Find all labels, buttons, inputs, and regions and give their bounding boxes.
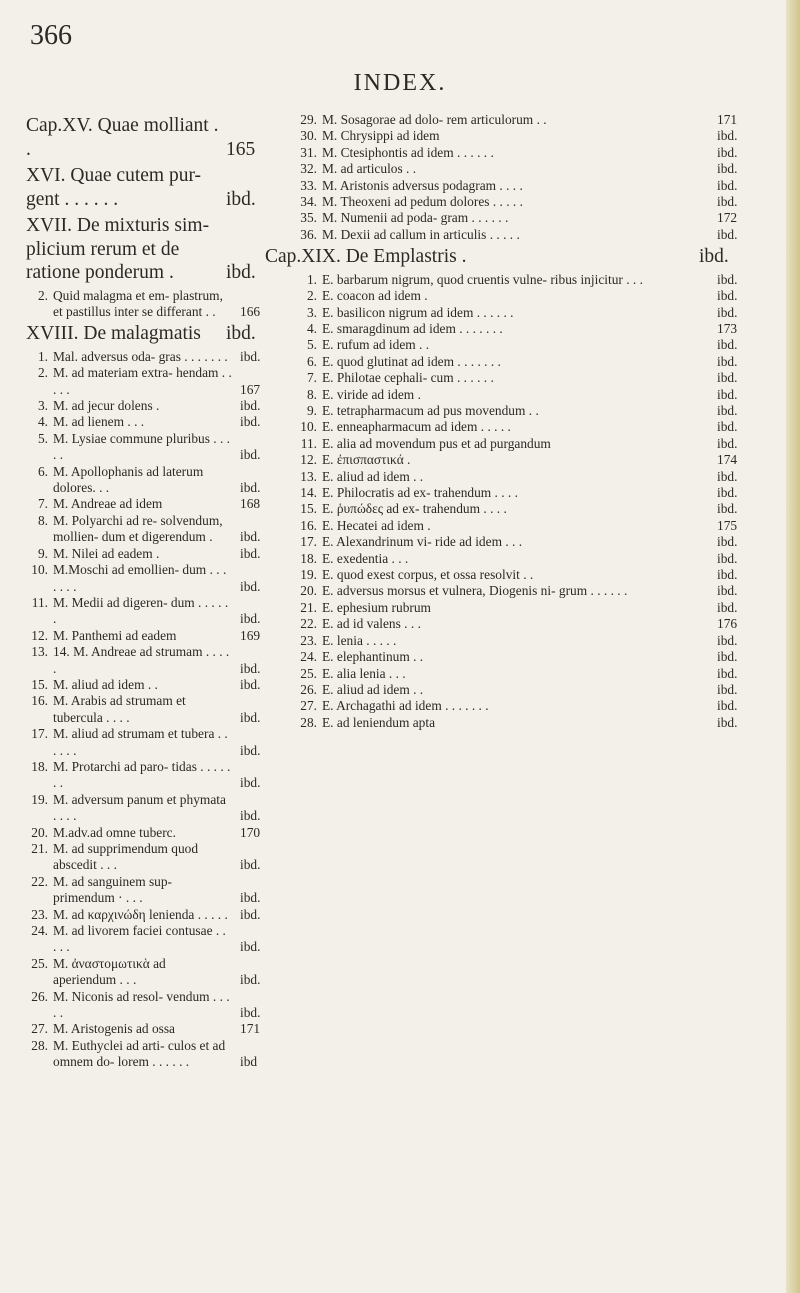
entry-number: 4. xyxy=(37,414,48,430)
entry-number: 19. xyxy=(31,791,48,807)
chapter-heading xyxy=(26,164,288,211)
entry-number: 25. xyxy=(31,955,48,971)
index-entry xyxy=(295,403,765,419)
running-head: INDEX. xyxy=(353,70,447,96)
page-ref: 168 xyxy=(240,496,261,512)
entry-number: 5. xyxy=(37,430,48,446)
index-entry xyxy=(295,436,765,452)
entry-number: 8. xyxy=(37,512,48,528)
page-ref: ibd. xyxy=(717,386,738,402)
entry-text: E. adversus morsus et vulnera, Diogenis ni- grum . . . . . . xyxy=(322,583,628,599)
index-entry xyxy=(26,759,288,792)
index-entry xyxy=(26,923,288,956)
page-ref: 171 xyxy=(717,112,738,127)
entry-text: E. ad id valens . . . xyxy=(322,616,421,632)
entry-text: M.Moschi ad emollien- dum . . . . . . . xyxy=(53,562,227,594)
entry-text: M. ad materiam extra- hendam . . . . . xyxy=(53,365,232,397)
page-ref: ibd. xyxy=(717,583,738,599)
chapter-title: Cap.XIX. De Emplastris . xyxy=(265,246,467,268)
entry-text: M. Dexii ad callum in articulis . . . . . xyxy=(322,226,520,242)
index-entry xyxy=(26,989,288,1022)
entry-text: M. Sosagorae ad dolo- rem articulorum . . xyxy=(322,112,547,127)
entry-text: M. aliud ad strumam et tubera . . . . . . xyxy=(53,726,228,758)
entry-number: 11. xyxy=(300,435,317,451)
index-entry xyxy=(26,414,288,430)
page-ref: ibd. xyxy=(240,398,261,414)
entry-number: 22. xyxy=(31,873,48,889)
entry-text: E. tetrapharmacum ad pus movendum . . xyxy=(322,403,539,418)
entry-text: E. ephesium rubrum xyxy=(322,599,431,615)
entry-text: E. enneapharmacum ad idem . . . . . xyxy=(322,419,511,435)
entry-number: 19. xyxy=(300,567,317,583)
entry-text: M. Andreae ad idem xyxy=(53,496,163,512)
entry-text: M.adv.ad omne tuberc. xyxy=(53,824,176,840)
index-entry xyxy=(295,567,765,583)
index-entry xyxy=(26,496,288,512)
index-entry xyxy=(295,112,765,128)
entry-text: E. Philocratis ad ex- trahendum . . . . xyxy=(322,485,518,501)
entry-number: 11. xyxy=(31,594,48,610)
entry-number: 10. xyxy=(31,562,48,578)
index-entry xyxy=(26,349,288,365)
index-entry xyxy=(26,288,288,321)
entry-number: 21. xyxy=(300,599,317,615)
page-number: 366 xyxy=(30,20,72,51)
page-ref: ibd. xyxy=(717,468,738,484)
index-entry xyxy=(295,210,765,226)
entry-text: E. exedentia . . . xyxy=(322,550,409,566)
index-entry xyxy=(26,693,288,726)
entry-text: M. Nilei ad eadem . xyxy=(53,545,160,561)
entry-number: 7. xyxy=(306,370,317,386)
entry-number: 3. xyxy=(306,304,317,320)
entry-text: E. elephantinum . . xyxy=(322,649,424,665)
entry-number: 30. xyxy=(300,128,317,144)
index-entry xyxy=(295,128,765,144)
entry-text: M. Numenii ad poda- gram . . . . . . xyxy=(322,210,509,226)
page-ref: ibd. xyxy=(717,177,738,193)
page-ref: ibd. xyxy=(240,1005,261,1021)
index-entry xyxy=(26,726,288,759)
index-entry xyxy=(295,534,765,550)
index-entry xyxy=(295,698,765,714)
page-ref: ibd. xyxy=(240,775,261,791)
chapter-title: XVII. De mixturis sim- plicium rerum et de ratione ponderum . xyxy=(26,215,210,283)
entry-number: 16. xyxy=(300,517,317,533)
entry-text: M. ἀναστομωτικὰ ad aperiendum . . . xyxy=(53,955,166,988)
page-ref: ibd. xyxy=(240,660,261,676)
entry-text: M. Chrysippi ad idem xyxy=(322,128,440,144)
index-entry xyxy=(26,595,288,628)
entry-number: 18. xyxy=(31,758,48,774)
page-ref: ibd. xyxy=(717,681,738,697)
entry-text: 14. M. Andreae ad strumam . . . . . xyxy=(53,644,230,676)
page-ref: ibd. xyxy=(240,939,261,955)
page-ref: ibd. xyxy=(240,972,261,988)
entry-number: 18. xyxy=(300,550,317,566)
entry-text: M. Medii ad digeren- dum . . . . . . xyxy=(53,594,229,627)
entry-number: 13. xyxy=(31,644,48,660)
entry-text: E. quod exest corpus, et ossa resolvit . . xyxy=(322,567,534,583)
entry-text: M. Theoxeni ad pedum dolores . . . . . xyxy=(322,194,523,210)
entry-text: E. quod glutinat ad idem . . . . . . . xyxy=(322,353,501,369)
entry-number: 33. xyxy=(300,177,317,193)
entry-text: E. smaragdinum ad idem . . . . . . . xyxy=(322,320,503,336)
entry-number: 29. xyxy=(300,112,317,127)
entry-text: M. Ctesiphontis ad idem . . . . . . xyxy=(322,144,494,160)
entry-number: 17. xyxy=(300,534,317,550)
index-entry xyxy=(295,666,765,682)
entry-number: 27. xyxy=(31,1021,48,1037)
index-entry xyxy=(295,354,765,370)
entry-text: M. Apollophanis ad laterum dolores. . . xyxy=(53,463,204,496)
index-column-right xyxy=(265,112,765,731)
entry-number: 5. xyxy=(306,337,317,353)
entry-number: 8. xyxy=(306,386,317,402)
page-ref: ibd. xyxy=(699,246,729,268)
index-entry xyxy=(26,677,288,693)
page-ref: 170 xyxy=(240,824,261,840)
page-ref: ibd. xyxy=(240,578,261,594)
index-entry xyxy=(295,715,765,731)
entry-number: 34. xyxy=(300,194,317,210)
page-ref: ibd. xyxy=(717,194,738,210)
page-ref: ibd. xyxy=(717,271,738,287)
entry-text: M. ad sanguinem sup- primendum · . . . xyxy=(53,873,173,906)
index-entry xyxy=(295,682,765,698)
page-ref: ibd. xyxy=(717,649,738,665)
index-column-left xyxy=(26,112,288,1071)
index-entry xyxy=(295,272,765,288)
entry-number: 14. xyxy=(300,485,317,501)
index-entry xyxy=(295,321,765,337)
page-ref: ibd. xyxy=(717,419,738,435)
index-entry xyxy=(295,633,765,649)
entry-number: 6. xyxy=(306,353,317,369)
entry-number: 28. xyxy=(31,1037,48,1053)
index-entry xyxy=(295,337,765,353)
entry-number: 2. xyxy=(306,288,317,304)
index-entry xyxy=(295,485,765,501)
index-entry xyxy=(26,644,288,677)
entry-number: 23. xyxy=(300,632,317,648)
page-ref: ibd. xyxy=(717,714,738,730)
entry-number: 10. xyxy=(300,419,317,435)
entry-text: Quid malagma et em- plastrum, et pastillus inter se differant . . xyxy=(53,287,223,319)
index-entry xyxy=(26,562,288,595)
entry-text: M. ad jecur dolens . xyxy=(53,398,160,414)
entry-text: M. Aristogenis ad ossa xyxy=(53,1021,175,1037)
page-ref: ibd. xyxy=(240,906,261,922)
entry-number: 2. xyxy=(37,287,48,303)
entry-text: M. Niconis ad resol- vendum . . . . . xyxy=(53,988,230,1021)
entry-number: 1. xyxy=(306,271,317,287)
page-ref: ibd. xyxy=(717,128,738,144)
index-entry xyxy=(295,419,765,435)
entry-text: M. Lysiae commune pluribus . . . . . xyxy=(53,430,231,463)
chapter-heading xyxy=(26,322,288,346)
page-ref: ibd. xyxy=(717,144,738,160)
entry-text: M. ad articulos . . xyxy=(322,161,417,177)
index-entry xyxy=(295,616,765,632)
entry-number: 12. xyxy=(31,627,48,643)
entry-number: 3. xyxy=(37,398,48,414)
index-entry xyxy=(295,469,765,485)
chapter-title: XVIII. De malagmatis xyxy=(26,323,201,345)
entry-text: E. alia lenia . . . xyxy=(322,665,406,681)
page-ref: ibd. xyxy=(717,288,738,304)
page-ref: 171 xyxy=(240,1021,261,1037)
index-entry xyxy=(26,513,288,546)
page-ref: ibd. xyxy=(717,337,738,353)
page-ref: ibd. xyxy=(717,567,738,583)
page-ref: ibd. xyxy=(717,226,738,242)
entry-text: M. Arabis ad strumam et tubercula . . . . xyxy=(53,693,186,725)
page-ref: 169 xyxy=(240,627,261,643)
entry-text: Mal. adversus oda- gras . . . . . . . xyxy=(53,348,228,364)
page-ref: ibd. xyxy=(240,857,261,873)
index-entry xyxy=(295,370,765,386)
chapter-heading xyxy=(265,245,765,269)
entry-text: M. Euthyclei ad arti- culos et ad omnem do- lorem . . . . . . xyxy=(53,1037,226,1070)
entry-number: 25. xyxy=(300,665,317,681)
index-entry xyxy=(295,305,765,321)
index-entry xyxy=(26,907,288,923)
entry-number: 9. xyxy=(37,545,48,561)
entry-text: M. adversum panum et phymata . . . . xyxy=(53,791,226,824)
entry-text: E. Philotae cephali- cum . . . . . . xyxy=(322,370,494,386)
entry-text: M. ad lienem . . . xyxy=(53,414,145,430)
chapter-title: Cap.XV. Quae molliant . . xyxy=(26,115,219,160)
entry-text: E. alia ad movendum pus et ad purgandum xyxy=(322,435,551,451)
entry-number: 28. xyxy=(300,714,317,730)
index-entry xyxy=(26,874,288,907)
index-entry xyxy=(295,387,765,403)
entry-number: 17. xyxy=(31,726,48,742)
entry-text: E. ἐπισπαστικά . xyxy=(322,452,411,468)
index-entry xyxy=(295,551,765,567)
entry-text: M. Aristonis adversus podagram . . . . xyxy=(322,177,523,193)
page-ref: 174 xyxy=(717,452,738,468)
entry-number: 24. xyxy=(31,923,48,939)
entry-text: E. basilicon nigrum ad idem . . . . . . xyxy=(322,304,514,320)
index-entry xyxy=(26,1021,288,1037)
index-entry xyxy=(295,518,765,534)
page-ref: 165 xyxy=(226,138,256,160)
entry-number: 20. xyxy=(300,583,317,599)
index-entry xyxy=(26,628,288,644)
index-entry xyxy=(295,649,765,665)
page-ref: ibd. xyxy=(717,353,738,369)
index-entry xyxy=(26,825,288,841)
page-ref: ibd. xyxy=(240,414,261,430)
chapter-heading xyxy=(26,114,288,161)
index-entry xyxy=(26,464,288,497)
entry-number: 15. xyxy=(300,501,317,517)
page-ref: ibd. xyxy=(717,599,738,615)
entry-number: 4. xyxy=(306,320,317,336)
page-ref: ibd. xyxy=(717,435,738,451)
index-entry xyxy=(26,431,288,464)
entry-text: M. ad καρχινώδη lenienda . . . . . xyxy=(53,906,228,922)
page-ref: 167 xyxy=(240,381,261,397)
page-ref: ibd. xyxy=(717,403,738,418)
index-entry xyxy=(26,546,288,562)
page-ref: ibd. xyxy=(240,808,261,824)
index-entry xyxy=(295,452,765,468)
page-ref: ibd. xyxy=(717,161,738,177)
page-ref: ibd. xyxy=(240,447,261,463)
entry-number: 24. xyxy=(300,649,317,665)
entry-number: 27. xyxy=(300,698,317,714)
index-entry xyxy=(26,956,288,989)
page-ref: ibd. xyxy=(240,480,261,496)
page-ref: ibd. xyxy=(717,370,738,386)
index-entry xyxy=(295,600,765,616)
page-ref: ibd. xyxy=(240,545,261,561)
page-ref: 173 xyxy=(717,320,738,336)
page-ref: ibd. xyxy=(717,550,738,566)
page-ref: 166 xyxy=(240,303,261,319)
entry-text: E. lenia . . . . . xyxy=(322,632,397,648)
entry-number: 2. xyxy=(37,365,48,381)
page-ref: ibd. xyxy=(226,323,256,345)
page-ref: ibd. xyxy=(717,698,738,714)
index-entry xyxy=(295,178,765,194)
entry-text: E. barbarum nigrum, quod cruentis vulne- ribus injicitur . . . xyxy=(322,271,643,287)
index-entry xyxy=(295,501,765,517)
index-entry xyxy=(295,288,765,304)
entry-text: E. aliud ad idem . . xyxy=(322,468,424,484)
entry-text: M. ad livorem faciei contusae . . . . . xyxy=(53,923,226,955)
index-entry xyxy=(295,227,765,243)
entry-number: 13. xyxy=(300,468,317,484)
entry-number: 9. xyxy=(306,403,317,418)
page-ref: ibd. xyxy=(240,890,261,906)
page-ref: ibd. xyxy=(240,709,261,725)
page-ref: ibd. xyxy=(240,529,261,545)
page-ref: 172 xyxy=(717,210,738,226)
entry-number: 31. xyxy=(300,144,317,160)
entry-number: 7. xyxy=(37,496,48,512)
chapter-title: XVI. Quae cutem pur- gent . . . . . . xyxy=(26,165,202,210)
entry-number: 21. xyxy=(31,841,48,856)
entry-number: 15. xyxy=(31,676,48,692)
page-ref: ibd. xyxy=(717,485,738,501)
page-ref: ibd. xyxy=(717,304,738,320)
page-edge xyxy=(786,0,800,1293)
page-ref: ibd. xyxy=(240,742,261,758)
page-ref: 176 xyxy=(717,616,738,632)
entry-text: E. viride ad idem . xyxy=(322,386,421,402)
entry-number: 20. xyxy=(31,824,48,840)
entry-number: 12. xyxy=(300,452,317,468)
index-entry xyxy=(26,398,288,414)
page-ref: ibd. xyxy=(240,676,261,692)
entry-text: E. Alexandrinum vi- ride ad idem . . . xyxy=(322,534,523,550)
entry-text: E. rufum ad idem . . xyxy=(322,337,430,353)
page-ref: ibd. xyxy=(226,262,256,283)
index-entry xyxy=(295,161,765,177)
entry-number: 36. xyxy=(300,226,317,242)
entry-text: E. Hecatei ad idem . xyxy=(322,517,431,533)
entry-number: 16. xyxy=(31,693,48,709)
index-entry xyxy=(26,365,288,398)
entry-number: 26. xyxy=(31,988,48,1004)
entry-number: 23. xyxy=(31,906,48,922)
page-ref: ibd. xyxy=(226,188,256,210)
page-ref: 175 xyxy=(717,517,738,533)
index-entry xyxy=(26,841,288,874)
entry-text: M. ad supprimendum quod abscedit . . . xyxy=(53,841,199,873)
index-entry xyxy=(295,194,765,210)
entry-text: M. aliud ad idem . . xyxy=(53,676,158,692)
entry-number: 22. xyxy=(300,616,317,632)
entry-text: M. Polyarchi ad re- solvendum, mollien- dum et digerendum . xyxy=(53,512,223,545)
entry-text: E. coacon ad idem . xyxy=(322,288,428,304)
entry-number: 1. xyxy=(37,348,48,364)
entry-text: M. Protarchi ad paro- tidas . . . . . . . xyxy=(53,758,231,791)
page-ref: ibd. xyxy=(717,665,738,681)
index-entry xyxy=(26,1038,288,1071)
entry-text: E. ῥυπώδες ad ex- trahendum . . . . xyxy=(322,501,507,517)
entry-text: E. Archagathi ad idem . . . . . . . xyxy=(322,698,489,714)
page-ref: ibd. xyxy=(717,632,738,648)
page-ref: ibd. xyxy=(240,611,261,627)
entry-number: 35. xyxy=(300,210,317,226)
page-ref: ibd xyxy=(240,1054,258,1070)
page-ref: ibd. xyxy=(240,348,261,364)
entry-number: 6. xyxy=(37,463,48,479)
entry-number: 32. xyxy=(300,161,317,177)
entry-number: 26. xyxy=(300,681,317,697)
entry-text: E. ad leniendum apta xyxy=(322,714,436,730)
page-ref: ibd. xyxy=(717,534,738,550)
index-entry xyxy=(26,792,288,825)
entry-text: E. aliud ad idem . . xyxy=(322,681,424,697)
index-entry xyxy=(295,145,765,161)
index-entry xyxy=(295,583,765,599)
page-ref: ibd. xyxy=(717,501,738,517)
entry-text: M. Panthemi ad eadem xyxy=(53,627,177,643)
chapter-heading xyxy=(26,214,288,285)
